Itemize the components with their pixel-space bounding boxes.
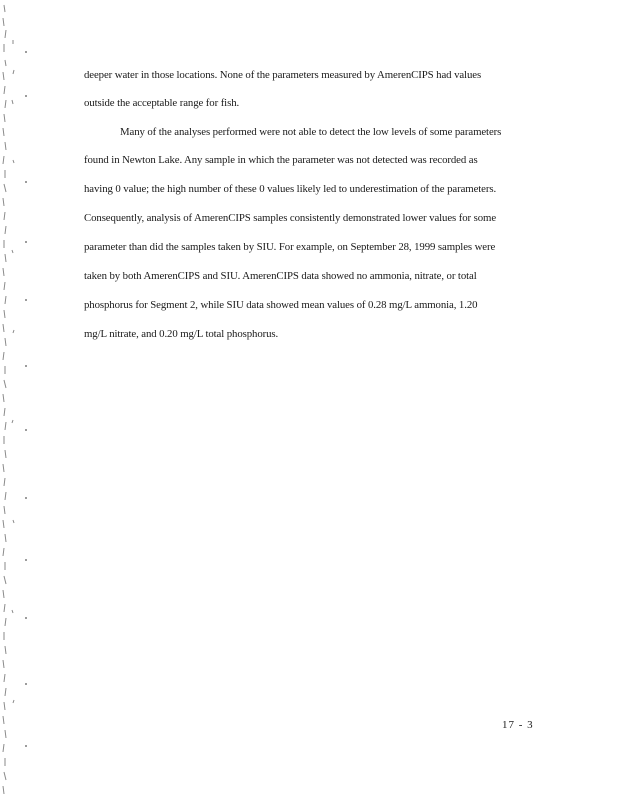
paragraph-2-line-2: found in Newton Lake. Any sample in which the parameter was not detected was recorded as xyxy=(84,154,478,166)
paragraph-2-line-5: parameter than did the samples taken by SIU. For example, on September 28, 1999 samples were xyxy=(84,241,496,253)
paragraph-2-line-6: taken by both AmerenCIPS and SIU. AmerenCIPS data showed no ammonia, nitrate, or total xyxy=(84,270,477,282)
paragraph-1-line-2: outside the acceptable range for fish. xyxy=(84,97,240,109)
paragraph-2-line-7: phosphorus for Segment 2, while SIU data showed mean values of 0.28 mg/L ammonia, 1.20 xyxy=(84,299,478,311)
page-number: 17 - 3 xyxy=(502,719,534,731)
scan-edge-artifact xyxy=(0,0,30,800)
paragraph-2-line-1: Many of the analyses performed were not able to detect the low levels of some parameters xyxy=(120,126,502,138)
paragraph-1-line-1: deeper water in those locations. None of the parameters measured by AmerenCIPS had values xyxy=(84,69,482,81)
paragraph-2-line-8: mg/L nitrate, and 0.20 mg/L total phosphorus. xyxy=(84,328,279,340)
paragraph-2-line-4: Consequently, analysis of AmerenCIPS samples consistently demonstrated lower values for some xyxy=(84,212,497,224)
paragraph-2-line-3: having 0 value; the high number of these 0 values likely led to underestimation of the parameters. xyxy=(84,183,497,195)
